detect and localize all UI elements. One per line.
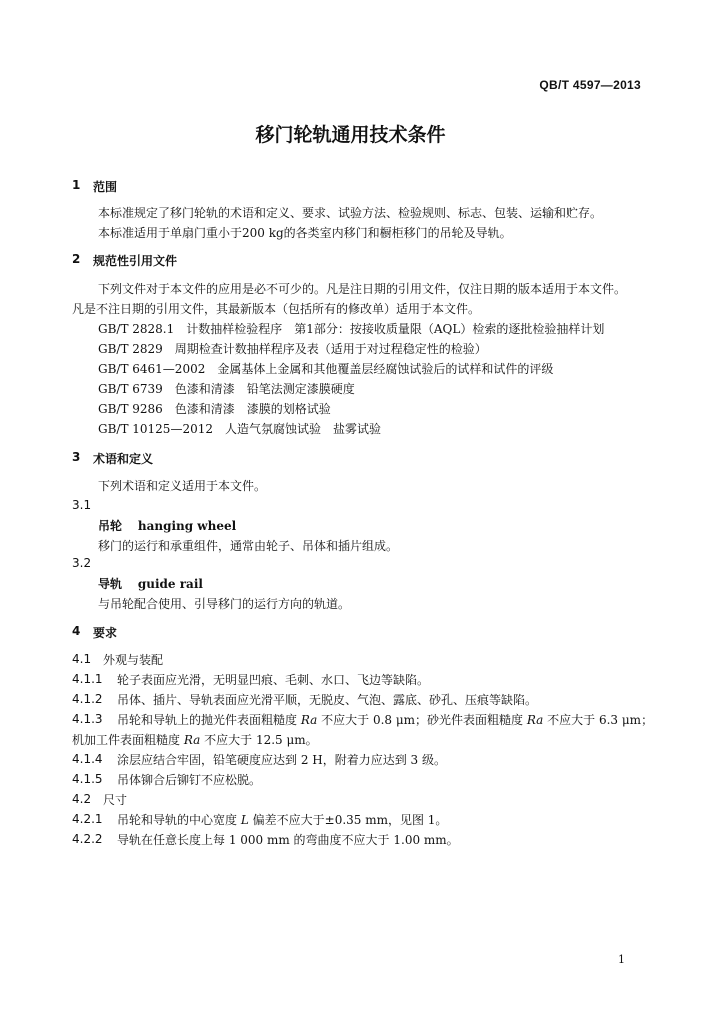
section-2-number: 2: [72, 252, 81, 266]
clause-text: [117, 812, 447, 828]
clause-number: 4.2.2: [72, 832, 103, 846]
clause-text: 涂层应结合牢固，铅笔硬度应达到 2 H，附着力应达到 3 级。: [117, 753, 446, 767]
section-1-title: 范围: [93, 180, 118, 194]
section-2-title: 规范性引用文件: [93, 254, 178, 268]
clause-4-2-number: 4.2: [72, 792, 92, 806]
term-3-2-definition: 与吊轮配合使用、引导移门的运行方向的轨道。: [98, 597, 351, 611]
clause-text: 吊体铆合后铆钉不应松脱。: [117, 773, 262, 787]
clause-number: 4.2.1: [72, 812, 103, 826]
clause-number: 4.1.4: [72, 752, 103, 766]
section-4-title: 要求: [93, 626, 118, 640]
width-variable: L: [240, 813, 249, 827]
term-3-1-heading: [98, 518, 236, 534]
section-3-title: 术语和定义: [93, 452, 154, 466]
normative-reference: GB/T 10125—2012 人造气氛腐蚀试验 盐雾试验: [98, 422, 381, 436]
clause-number: 4.1.2: [72, 692, 103, 706]
term-3-1-english: hanging wheel: [137, 519, 237, 533]
clause-4-2-title: 尺寸: [103, 793, 128, 807]
section-3-intro: 下列术语和定义适用于本文件。: [98, 479, 267, 493]
term-3-1-chinese: 吊轮: [98, 519, 123, 533]
clause-number: 4.1.1: [72, 672, 103, 686]
clause-text-part: 吊轮和导轨上的抛光件表面粗糙度: [117, 713, 298, 727]
roughness-symbol: Ra: [300, 713, 318, 727]
clause-text: 吊体、插片、导轨表面应光滑平顺，无脱皮、气泡、露底、砂孔、压痕等缺陷。: [117, 693, 538, 707]
section-1-paragraph-2: 本标准适用于单扇门重小于200 kg的各类室内移门和橱柜移门的吊轮及导轨。: [98, 226, 512, 240]
clause-text-part: 吊轮和导轨的中心宽度: [117, 813, 238, 827]
clause-4-1-title: 外观与装配: [103, 653, 164, 667]
section-3-number: 3: [72, 450, 81, 464]
clause-number: 4.1.3: [72, 712, 103, 726]
term-3-2-heading: [98, 576, 203, 592]
normative-reference: GB/T 9286 色漆和清漆 漆膜的划格试验: [98, 402, 331, 416]
term-3-1-definition: 移门的运行和承重组件，通常由轮子、吊体和插片组成。: [98, 539, 399, 553]
term-3-2-chinese: 导轨: [98, 577, 123, 591]
clause-text-part: 不应大于 6.3 μm；: [547, 713, 654, 727]
clause-4-1-number: 4.1: [72, 652, 92, 666]
clause-text-part: 偏差不应大于±0.35 mm，见图 1。: [252, 813, 448, 827]
term-3-1-number: 3.1: [72, 498, 92, 512]
clause-text: 轮子表面应光滑，无明显凹痕、毛刺、水口、飞边等缺陷。: [117, 673, 430, 687]
term-3-2-english: guide rail: [137, 577, 203, 591]
normative-reference: GB/T 2828.1 计数抽样检验程序 第1部分：按接收质量限（AQL）检索的逐批检验抽样计划: [98, 322, 605, 336]
clause-text: [117, 712, 653, 728]
term-3-2-number: 3.2: [72, 556, 92, 570]
clause-number: 4.1.5: [72, 772, 103, 786]
section-1-paragraph-1: 本标准规定了移门轮轨的术语和定义、要求、试验方法、检验规则、标志、包装、运输和贮存。: [98, 206, 603, 220]
section-4-number: 4: [72, 624, 81, 638]
clause-text-part: 机加工件表面粗糙度: [72, 733, 181, 747]
document-title: 移门轮轨通用技术条件: [255, 124, 446, 146]
section-1-number: 1: [72, 178, 81, 192]
section-2-paragraph-line-2: 凡是不注日期的引用文件，其最新版本（包括所有的修改单）适用于本文件。: [72, 302, 481, 316]
section-2-paragraph-line-1: 下列文件对于本文件的应用是必不可少的。凡是注日期的引用文件，仅注日期的版本适用于本文件。: [98, 282, 627, 296]
clause-text-part: 不应大于 12.5 μm。: [204, 733, 318, 747]
normative-reference: GB/T 6461—2002 金属基体上金属和其他覆盖层经腐蚀试验后的试样和试件的评级: [98, 362, 554, 376]
roughness-symbol: Ra: [526, 713, 544, 727]
page-number: 1: [618, 953, 625, 966]
clause-text-continued: [72, 732, 318, 748]
normative-reference: GB/T 6739 色漆和清漆 铅笔法测定漆膜硬度: [98, 382, 355, 396]
roughness-symbol: Ra: [183, 733, 201, 747]
standard-code: QB/T 4597—2013: [539, 78, 641, 92]
clause-text-part: 不应大于 0.8 μm；砂光件表面粗糙度: [321, 713, 524, 727]
normative-reference: GB/T 2829 周期检查计数抽样程序及表（适用于对过程稳定性的检验）: [98, 342, 487, 356]
clause-text: 导轨在任意长度上每 1 000 mm 的弯曲度不应大于 1.00 mm。: [117, 833, 459, 847]
